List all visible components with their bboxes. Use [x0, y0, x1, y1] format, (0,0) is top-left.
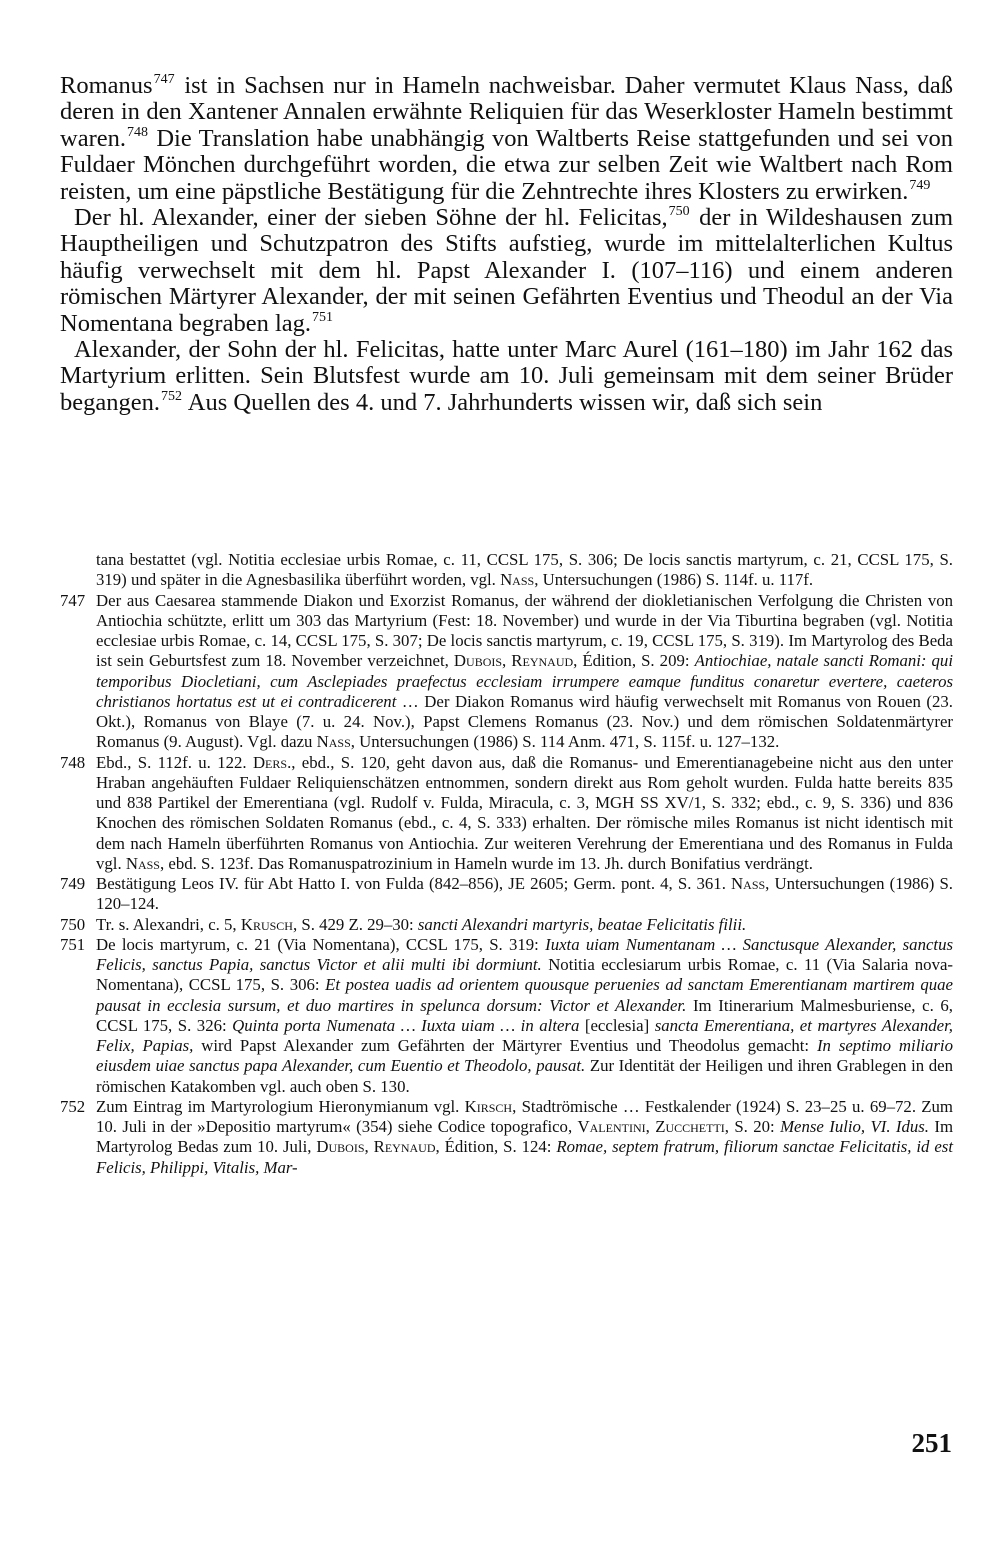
footnote-reference: 751 — [312, 309, 334, 325]
text-run: , Untersuchungen (1986) S. 120–124. — [96, 874, 954, 914]
footnote-reference: 748 — [126, 124, 148, 140]
footnote-continuation — [60, 550, 953, 591]
text-run: , Édition, S. 124: — [435, 1137, 557, 1157]
author-name: Nass — [731, 874, 766, 893]
text-run: , — [645, 1117, 656, 1136]
text-run: , Untersuchungen (1986) S. 114 Anm. 471, S. 115f. u. 127–132. — [350, 732, 780, 752]
text-run: Zur Identität der Heiligen und ihren Grablegen in den römischen Katakomben vgl. auch oben S. 130. — [96, 1056, 953, 1096]
text-run: der in Wildeshausen zum Hauptheiligen und Schutzpatron des Stifts aufstieg, wurde im mittelalterlichen Kultus häufig verwechselt mit dem hl. Papst Alexander I. (107–116) und einem anderen römischen Märtyrer Alexander, der mit seinen Gefährten Eventius und Theodul an der Via Nomentana begraben lag. — [60, 204, 953, 337]
text-run: , S. 429 Z. 29–30: — [292, 914, 418, 934]
text-run: De locis martyrum, c. 21 (Via Nomentana), CCSL 175, S. 319: — [96, 934, 546, 954]
latin-quotation: In septimo miliario eiusdem uiae sanctus papa Alexander, cum Euentio et Theodolo, pausat. — [96, 1036, 953, 1076]
author-name: Reynaud — [511, 651, 574, 671]
text-run: Der hl. Alexander, einer der sieben Söhne der hl. Felicitas, — [74, 204, 668, 232]
body-paragraph — [60, 205, 953, 337]
footnote-reference: 752 — [161, 388, 182, 404]
footnote-750 — [60, 915, 953, 935]
body-paragraph — [60, 73, 953, 205]
footnote-number: 751 — [60, 934, 86, 954]
text-run: , S. 20: — [724, 1117, 781, 1136]
footnote-747 — [60, 591, 953, 753]
text-run: Zum Eintrag im Martyrologium Hieronymianum vgl. — [96, 1096, 465, 1116]
page-number: 251 — [911, 1428, 952, 1458]
footnote-751 — [60, 935, 953, 1097]
text-run: Bestätigung Leos IV. für Abt Hatto I. von Fulda (842–856), JE 2605; Germ. pont. 4, S. 361. — [96, 874, 732, 893]
author-name: Nass — [500, 570, 535, 590]
footnote-number: 752 — [60, 1096, 86, 1116]
text-run: , Stadtrömische … Festkalender (1924) S. 23–25 u. 69–72. Zum 10. Juli in der »Depositio martyrum« (354) siehe Codice topografico, — [96, 1096, 953, 1136]
text-run: , Édition, S. 209: — [573, 651, 695, 671]
text-run: Ebd., S. 112f. u. 122. — [96, 752, 253, 772]
text-run: Tr. s. Alexandri, c. 5, — [96, 914, 241, 934]
author-name: Ders. — [252, 752, 292, 772]
latin-quotation: Quinta porta Numenata … Iuxta uiam … in altera — [232, 1015, 580, 1035]
main-text — [60, 73, 953, 416]
latin-quotation: Romae, septem fratrum, filiorum sanctae Felicitatis, id est Felicis, Philippi, Vitalis, Mar- — [96, 1137, 953, 1177]
author-name: Dubois — [316, 1137, 365, 1157]
body-paragraph — [60, 337, 953, 416]
text-run: , ebd. S. 123f. Das Romanuspatrozinium in Hameln wurde im 13. Jh. durch Bonifatius verdrängt. — [159, 853, 813, 873]
author-name: Krusch — [240, 914, 293, 934]
latin-quotation: sancti Alexandri martyris, beatae Felicitatis filii. — [417, 914, 747, 934]
footnote-list — [60, 591, 953, 1178]
author-name: Kirsch — [464, 1096, 513, 1116]
footnote-reference: 750 — [668, 204, 690, 220]
text-run: , — [364, 1137, 374, 1157]
text-run: tana bestattet (vgl. Notitia ecclesiae urbis Romae, c. 11, CCSL 175, S. 306; De locis sanctis martyrum, c. 21, CCSL 175, S. 319) und später in die Agnesbasilika überführt worden, vgl. — [96, 550, 953, 590]
text-run: Aus Quellen des 4. und 7. Jahrhunderts wissen wir, daß sich sein — [183, 388, 823, 416]
text-run: wird Papst Alexander zum Gefährten der Märtyrer Eventius und Theodolus gemacht: — [193, 1036, 817, 1055]
author-name: Valentini — [577, 1117, 646, 1136]
footnotes-section — [60, 550, 953, 1178]
footnote-reference: 749 — [909, 177, 931, 193]
latin-quotation: Antiochiae, natale sancti Romani: qui temporibus Diocletiani, cum Asclepiades praefectus ecclesiam irrumpere eamque funditus conaretur evertere, caeteros christianos hortatus est ut ei contradicerent — [96, 651, 953, 711]
author-name: Nass — [316, 732, 351, 752]
text-run: Im Itinerarium Malmesburiense, c. 6, CCSL 175, S. 326: — [96, 995, 953, 1035]
author-name: Nass — [125, 853, 160, 873]
text-run: ist in Sachsen nur in Hameln nachweisbar. Daher vermutet Klaus Nass, daß deren in den Xantener Annalen erwähnte Reliquien für das Weserkloster Hameln bestimmt waren. — [60, 72, 953, 152]
footnote-number: 747 — [60, 590, 86, 610]
text-run: Die Translation habe unabhängig von Waltberts Reise stattgefunden und sei von Fuldaer Mönchen durchgeführt worden, die etwa zur selben Zeit wie Waltbert nach Rom reisten, um eine päpstliche Bestätigung für die Zehntrechte ihres Klosters zu erwirken. — [60, 124, 953, 205]
latin-quotation: Mense Iulio, VI. Idus. — [780, 1117, 929, 1136]
text-run: Im Martyrolog Bedas zum 10. Juli, — [96, 1117, 954, 1157]
latin-quotation: Et postea uadis ad orientem quousque peruenies ad sanctam Emerentianam martirem quae pausat in ecclesia sursum, et duo martires in spelunca dorsum: Victor et Alexander. — [96, 975, 954, 1015]
footnote-748 — [60, 753, 953, 875]
footnote-752 — [60, 1097, 953, 1178]
author-name: Reynaud — [373, 1137, 436, 1157]
text-run: Notitia ecclesiarum urbis Romae, c. 11 (Via Salaria nova-Nomentana), CCSL 175, S. 306: — [96, 955, 954, 995]
text-run: Alexander, der Sohn der hl. Felicitas, hatte unter Marc Aurel (161–180) im Jahr 162 das Martyrium erlitten. Sein Blutsfest wurde am 10. Juli gemeinsam mit dem seiner Brüder begangen. — [60, 336, 953, 416]
footnote-749 — [60, 874, 953, 915]
text-run: Der aus Caesarea stammende Diakon und Exorzist Romanus, der während der diokletianischen Verfolgung die Christen von Antiochia schützte, erlitt um 303 das Martyrium (Fest: 18. November) und wurde in der Via Tiburtina begraben (vgl. Notitia ecclesiae urbis Romae, c. 14, CCSL 175, S. 307; De locis sanctis martyrum, c. 19, CCSL 175, S. 319). Im Martyrolog des Beda ist sein Geburtsfest zum 18. November verzeichnet, — [96, 590, 953, 671]
footnote-reference: 747 — [153, 72, 175, 87]
text-run: Romanus — [60, 72, 153, 99]
text-run: … Der Diakon Romanus wird häufig verwechselt mit Romanus von Rouen (23. Okt.), Romanus von Blaye (7. u. 24. Nov.), Papst Clemens Romanus (23. Nov.) und dem römischen Soldatenmärtyrer Romanus (9. August). Vgl. dazu — [96, 691, 953, 752]
text-run: [ecclesia] — [579, 1015, 655, 1035]
footnote-number: 749 — [60, 874, 86, 893]
latin-quotation: sancta Emerentiana, et martyres Alexander, Felix, Papias, — [96, 1015, 953, 1055]
footnote-number: 750 — [60, 914, 86, 934]
text-run: , ebd., S. 120, geht davon aus, daß die Romanus- und Emerentianagebeine nicht aus den unter Hraban angehäuften Fuldaer Reliquienschätzen entnommen, sondern direkt aus Rom geholt wurden. Fulda hatte bereits 835 und 838 Partikel der Emerentiana (vgl. Rudolf v. Fulda, Miracula, c. 3, MGH SS XV/1, S. 332; ebd., c. 9, S. 336) und 836 Knochen des römischen Soldaten Romanus (ebd., c. 4, S. 333) erhalten. Der römische miles Romanus ist nicht identisch mit dem nach Hameln überführten Romanus von Antiochia. Zur weiteren Verehrung der Emerentiana und des Romanus in Fulda vgl. — [96, 752, 953, 873]
latin-quotation: Iuxta uiam Numentanam … Sanctusque Alexander, sanctus Felicis, sanctus Papia, sanctus Victor et alii multi ibi dormiunt. — [96, 934, 953, 974]
author-name: Zucchetti — [655, 1117, 725, 1136]
text-run: , — [502, 651, 512, 671]
author-name: Dubois — [453, 651, 503, 671]
footnote-number: 748 — [60, 752, 86, 772]
text-run: , Untersuchungen (1986) S. 114f. u. 117f. — [534, 570, 814, 590]
